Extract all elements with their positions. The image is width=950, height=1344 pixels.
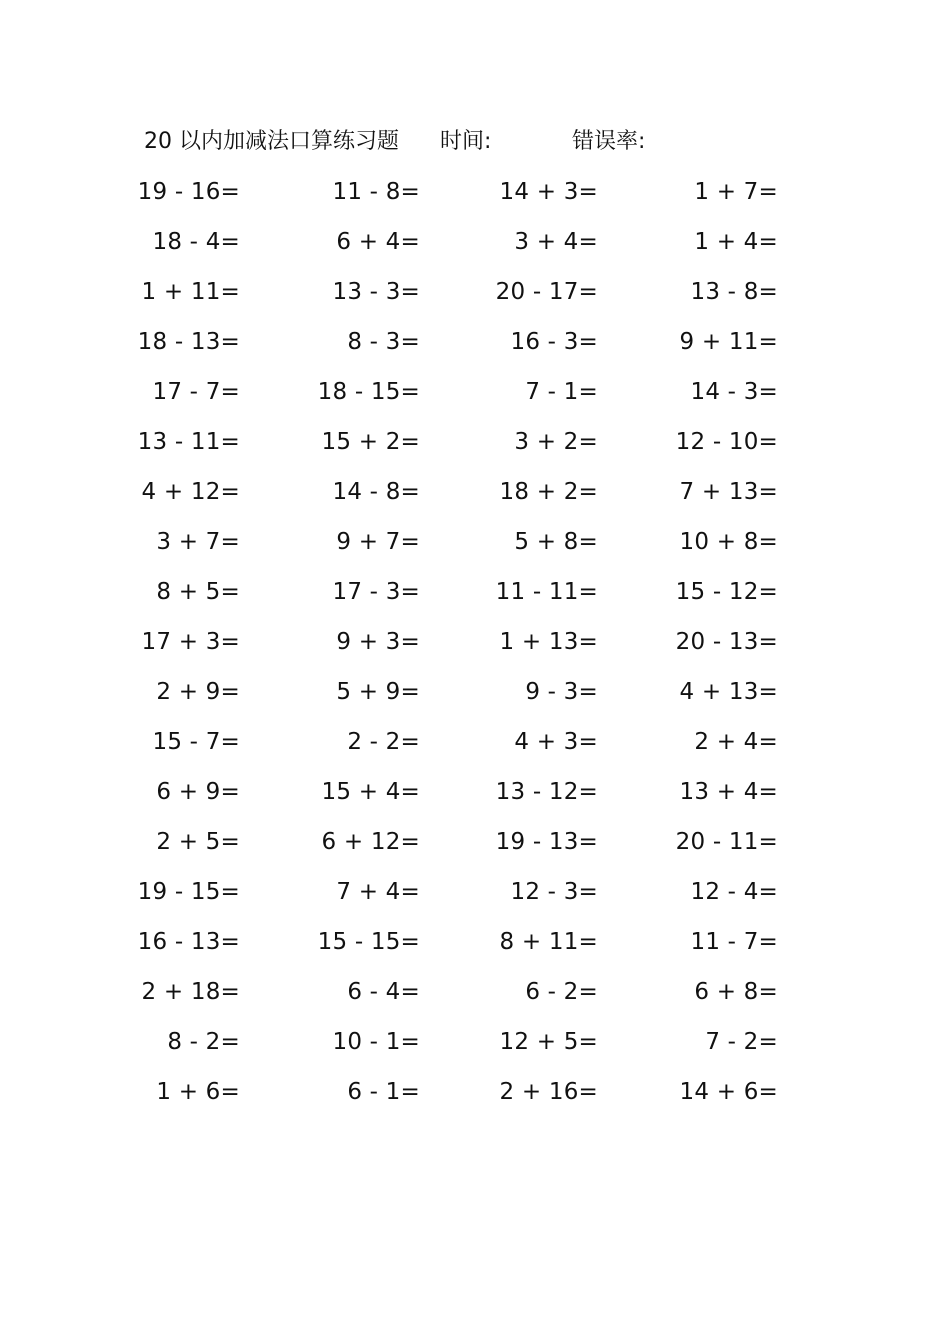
- problem-row: [0, 972, 950, 1012]
- problem-row: [0, 672, 950, 712]
- problem: 18 - 15=: [317, 379, 420, 405]
- problem: 12 - 3=: [510, 879, 598, 905]
- problem: 15 + 4=: [321, 779, 420, 805]
- problem: 3 + 2=: [514, 429, 598, 455]
- problem: 8 + 11=: [499, 929, 598, 955]
- problem: 8 - 3=: [347, 329, 420, 355]
- problem: 6 + 4=: [336, 229, 420, 255]
- problem: 18 + 2=: [499, 479, 598, 505]
- problem: 15 - 7=: [152, 729, 240, 755]
- problem: 2 + 16=: [499, 1079, 598, 1105]
- problem-row: [0, 922, 950, 962]
- problem: 4 + 12=: [141, 479, 240, 505]
- problem-row: [0, 472, 950, 512]
- problem: 1 + 13=: [499, 629, 598, 655]
- problem: 7 - 2=: [705, 1029, 778, 1055]
- problem-row: [0, 172, 950, 212]
- problem: 9 - 3=: [525, 679, 598, 705]
- problem: 6 - 4=: [347, 979, 420, 1005]
- problem: 6 + 12=: [321, 829, 420, 855]
- problem-row: [0, 322, 950, 362]
- problem: 11 - 7=: [690, 929, 778, 955]
- problem-row: [0, 522, 950, 562]
- problem: 3 + 7=: [156, 529, 240, 555]
- problem: 11 - 8=: [332, 179, 420, 205]
- problem-row: [0, 572, 950, 612]
- problem: 17 - 7=: [152, 379, 240, 405]
- problem: 8 + 5=: [156, 579, 240, 605]
- problem: 19 - 15=: [137, 879, 240, 905]
- problem: 12 - 4=: [690, 879, 778, 905]
- problem-row: [0, 822, 950, 862]
- problem: 8 - 2=: [167, 1029, 240, 1055]
- problem: 2 + 4=: [694, 729, 778, 755]
- problem: 7 - 1=: [525, 379, 598, 405]
- problem: 12 + 5=: [499, 1029, 598, 1055]
- problem: 1 + 6=: [156, 1079, 240, 1105]
- problem-row: [0, 872, 950, 912]
- problem: 2 + 5=: [156, 829, 240, 855]
- problem: 14 + 3=: [499, 179, 598, 205]
- problem: 1 + 4=: [694, 229, 778, 255]
- problem: 18 - 13=: [137, 329, 240, 355]
- problem: 16 - 3=: [510, 329, 598, 355]
- problem: 19 - 16=: [137, 179, 240, 205]
- problem: 14 - 8=: [332, 479, 420, 505]
- problem: 10 - 1=: [332, 1029, 420, 1055]
- problem: 11 - 11=: [495, 579, 598, 605]
- problem-row: [0, 722, 950, 762]
- problem: 18 - 4=: [152, 229, 240, 255]
- problem: 17 - 3=: [332, 579, 420, 605]
- problem: 4 + 13=: [679, 679, 778, 705]
- problem: 6 - 2=: [525, 979, 598, 1005]
- problem-row: [0, 272, 950, 312]
- problem: 9 + 7=: [336, 529, 420, 555]
- problem: 19 - 13=: [495, 829, 598, 855]
- problem: 4 + 3=: [514, 729, 598, 755]
- problem: 6 + 9=: [156, 779, 240, 805]
- problem: 13 - 3=: [332, 279, 420, 305]
- problem-row: [0, 372, 950, 412]
- problem: 1 + 7=: [694, 179, 778, 205]
- problem: 15 - 15=: [317, 929, 420, 955]
- problem: 13 + 4=: [679, 779, 778, 805]
- problem: 12 - 10=: [675, 429, 778, 455]
- error-rate-label: 错误率:: [572, 129, 646, 154]
- problem: 2 + 18=: [141, 979, 240, 1005]
- problem: 6 - 1=: [347, 1079, 420, 1105]
- problem: 5 + 9=: [336, 679, 420, 705]
- problem: 13 - 11=: [137, 429, 240, 455]
- problem-row: [0, 1022, 950, 1062]
- problem: 13 - 8=: [690, 279, 778, 305]
- problem: 15 - 12=: [675, 579, 778, 605]
- problem: 20 - 11=: [675, 829, 778, 855]
- problem: 9 + 3=: [336, 629, 420, 655]
- problem-row: [0, 1072, 950, 1112]
- problem: 14 + 6=: [679, 1079, 778, 1105]
- problem: 5 + 8=: [514, 529, 598, 555]
- problem-row: [0, 622, 950, 662]
- problem: 1 + 11=: [141, 279, 240, 305]
- problem: 3 + 4=: [514, 229, 598, 255]
- problem-row: [0, 772, 950, 812]
- problem: 16 - 13=: [137, 929, 240, 955]
- problem-row: [0, 222, 950, 262]
- worksheet-title: 20 以内加减法口算练习题: [144, 129, 399, 154]
- problem: 9 + 11=: [679, 329, 778, 355]
- problem: 20 - 17=: [495, 279, 598, 305]
- problem: 15 + 2=: [321, 429, 420, 455]
- problem: 7 + 13=: [679, 479, 778, 505]
- problem: 2 + 9=: [156, 679, 240, 705]
- problem: 20 - 13=: [675, 629, 778, 655]
- problem: 10 + 8=: [679, 529, 778, 555]
- problem: 7 + 4=: [336, 879, 420, 905]
- problem: 6 + 8=: [694, 979, 778, 1005]
- problem-row: [0, 422, 950, 462]
- time-label: 时间:: [440, 129, 492, 154]
- problem: 14 - 3=: [690, 379, 778, 405]
- problem: 2 - 2=: [347, 729, 420, 755]
- problem: 13 - 12=: [495, 779, 598, 805]
- problem: 17 + 3=: [141, 629, 240, 655]
